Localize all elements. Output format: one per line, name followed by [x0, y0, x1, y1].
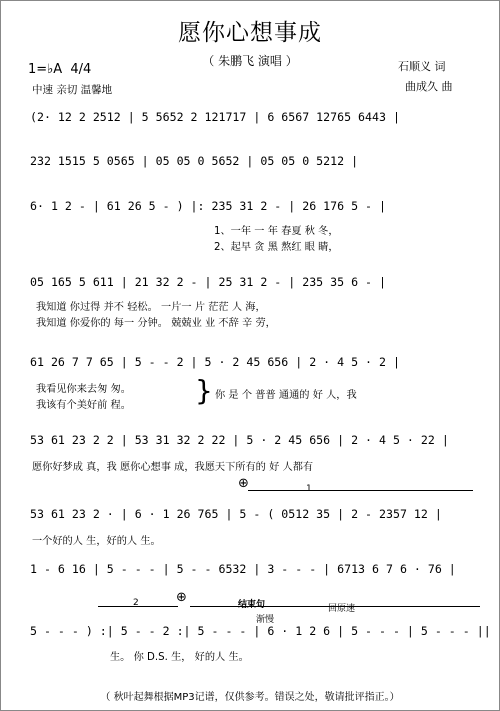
- notation-row-1: (2· 12 2 2512 | 5 5652 2 121717 | 6 6567 12765 6443 |: [30, 110, 400, 124]
- ending-1-bracket: [248, 490, 473, 491]
- lyric-brace: }: [195, 374, 213, 407]
- lyric-verse2-row5: 我该有个美好前 程。: [36, 400, 131, 411]
- lyricist-credit: 石顺义 词: [398, 60, 446, 73]
- notation-row-3: 6· 1 2 - | 61 26 5 - ) |: 235 31 2 - | 26 176 5 - |: [30, 199, 386, 213]
- notation-row-2: 232 1515 5 0565 | 05 05 0 5652 | 05 05 0 5212 |: [30, 154, 359, 168]
- lyric-verse1-row4: 我知道 你过得 并不 轻松。 一片一 片 茫茫 人 海，: [36, 302, 266, 313]
- lyric-row6: 愿你好梦成 真，我 愿你心想事 成，我愿天下所有的 好 人都有: [32, 462, 314, 473]
- key-label: 1=♭A: [28, 62, 63, 77]
- lyric-verse1-row5: 我看见你来去匆 匆。: [36, 384, 131, 395]
- transcription-note: （ 秋叶起舞根据MP3记谱，仅供参考。错误之处，敬请批评指正。）: [100, 692, 400, 703]
- ending-section-label: 结束句: [238, 600, 266, 610]
- key-signature: [28, 62, 91, 77]
- lyric-verse2-row4: 我知道 你爱你的 每一 分钟。 兢兢业 业 不辞 辛 劳，: [36, 318, 276, 329]
- ending-2-label: 2: [133, 598, 139, 608]
- composer-credit: 曲成久 曲: [405, 80, 453, 93]
- song-title: 愿你心想事成: [178, 20, 322, 46]
- notation-row-7: 53 61 23 2 · | 6 · 1 26 765 | 5 - ( 0512 35 | 2 - 2357 12 |: [30, 507, 442, 521]
- notation-row-9: 5 - - - ) :| 5 - - 2 :| 5 - - - | 6 · 1 2 6 | 5 - - - | 5 - - - ||: [30, 624, 491, 638]
- lyric-verse2-row3: 2、起早 贪 黑 熬红 眼 睛，: [214, 242, 339, 253]
- notation-row-5: 61 26 7 7 65 | 5 - - 2 | 5 · 2 45 656 | 2 · 4 5 · 2 |: [30, 355, 400, 369]
- lyric-row9: 生。 你 D.S. 生， 好的人 生。: [110, 652, 249, 663]
- time-signature: 4/4: [70, 62, 92, 77]
- singer-credit: （ 朱鹏飞 演唱 ）: [202, 54, 298, 68]
- notation-row-8: 1 - 6 16 | 5 - - - | 5 - - 6532 | 3 - - - | 6713 6 7 6 · 76 |: [30, 562, 456, 576]
- coda-icon: ⊕: [176, 590, 187, 605]
- lyric-row7: 一个好的人 生，好的人 生。: [32, 536, 161, 547]
- notation-row-4: 05 165 5 611 | 21 32 2 - | 25 31 2 - | 235 35 6 - |: [30, 275, 386, 289]
- segno-icon: ⊕: [238, 476, 249, 491]
- slowing-marking: 渐慢: [256, 615, 275, 625]
- notation-row-6: 53 61 23 2 2 | 53 31 32 2 22 | 5 · 2 45 656 | 2 · 4 5 · 22 |: [30, 433, 449, 447]
- lyric-verse1-row3: 1、一年 一 年 春夏 秋 冬，: [214, 226, 339, 237]
- lyric-chorus-start: 你 是 个 普普 通通的 好 人，我: [215, 390, 357, 401]
- ending-1-label: 1: [306, 484, 312, 494]
- a-tempo-marking: 回原速: [328, 604, 356, 614]
- tempo-marking: 中速 亲切 温馨地: [32, 84, 113, 96]
